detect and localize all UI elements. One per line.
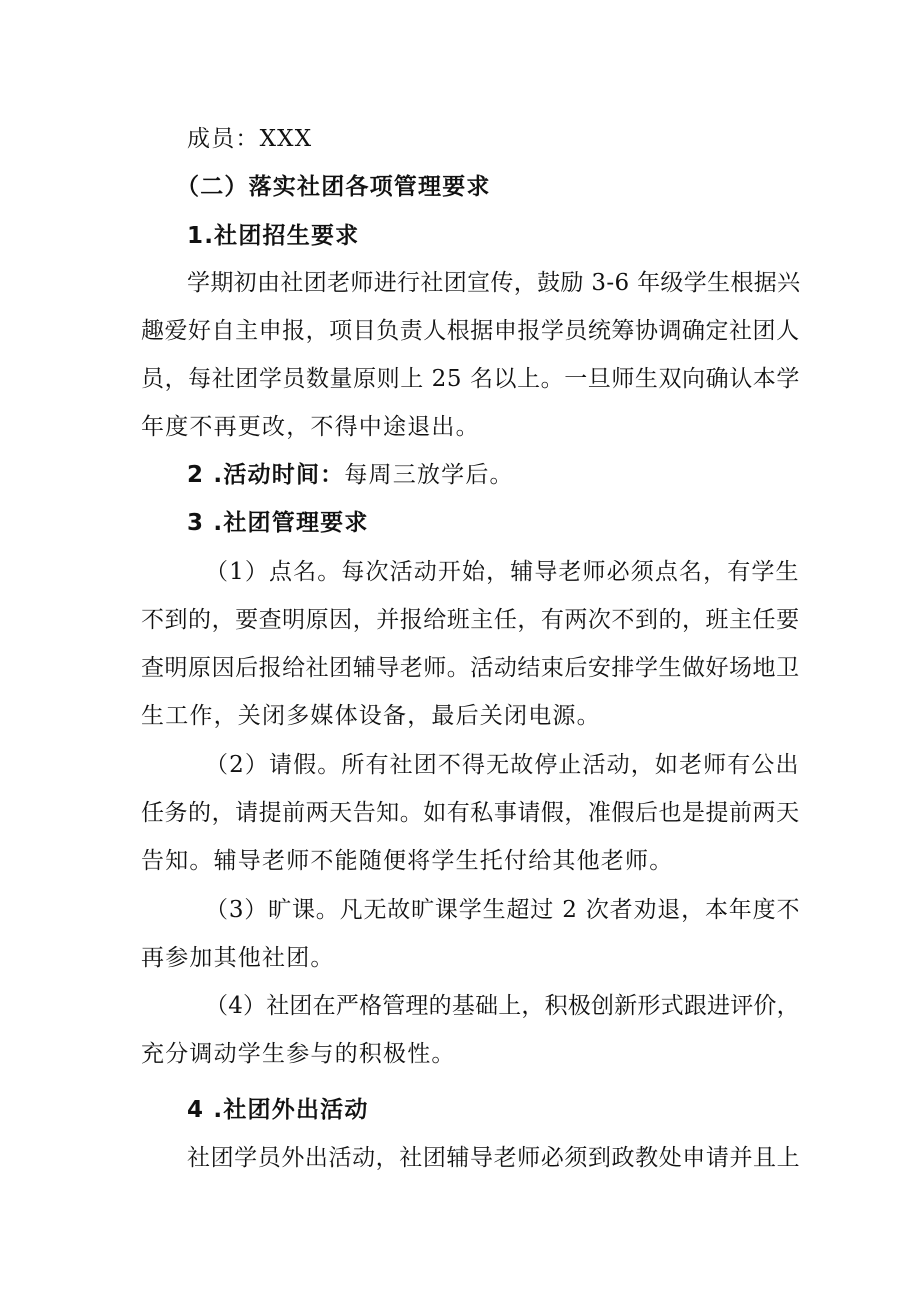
item3-p2-line-3: 告知。辅导老师不能随便将学生托付给其他老师。 — [141, 848, 674, 874]
item2-heading: 2 .活动时间： — [187, 462, 345, 488]
item1-line-4: 年度不再更改，不得中途退出。 — [141, 414, 480, 440]
item2-line — [187, 460, 514, 490]
item4-line-1: 社团学员外出活动，社团辅导老师必须到政教处申请并且上 — [187, 1145, 801, 1171]
item1-heading: 1.社团招生要求 — [187, 223, 360, 249]
section-heading: （二）落实社团各项管理要求 — [176, 174, 491, 200]
item3-p1-line-1: （1）点名。每次活动开始，辅导老师必须点名，有学生 — [205, 559, 800, 585]
item1-line-2: 趣爱好自主申报，项目负责人根据申报学员统筹协调确定社团人 — [141, 318, 800, 344]
item2-text: 每周三放学后。 — [344, 462, 514, 488]
item3-p3-line-2: 再参加其他社团。 — [141, 945, 335, 971]
item3-p1-line-3: 查明原因后报给社团辅导老师。活动结束后安排学生做好场地卫 — [141, 655, 800, 681]
item3-p3-line-1: （3）旷课。凡无故旷课学生超过 2 次者劝退，本年度不 — [205, 897, 801, 923]
item3-heading: 3 .社团管理要求 — [187, 510, 369, 536]
item3-p1-line-4: 生工作，关闭多媒体设备，最后关闭电源。 — [141, 703, 601, 729]
item1-line-3: 员，每社团学员数量原则上 25 名以上。一旦师生双向确认本学 — [141, 366, 800, 392]
members-line: 成员：XXX — [187, 126, 313, 152]
item3-p1-line-2: 不到的，要查明原因，并报给班主任，有两次不到的，班主任要 — [141, 607, 800, 633]
item3-p2-line-2: 任务的，请提前两天告知。如有私事请假，准假后也是提前两天 — [141, 800, 800, 826]
item1-line-1: 学期初由社团老师进行社团宣传，鼓励 3-6 年级学生根据兴 — [187, 270, 801, 296]
item3-p4-line-1: （4）社团在严格管理的基础上，积极创新形式跟进评价， — [205, 993, 800, 1019]
item3-p2-line-1: （2）请假。所有社团不得无故停止活动，如老师有公出 — [205, 752, 800, 778]
item4-heading: 4 .社团外出活动 — [187, 1097, 369, 1123]
item3-p4-line-2: 充分调动学生参与的积极性。 — [141, 1041, 456, 1067]
